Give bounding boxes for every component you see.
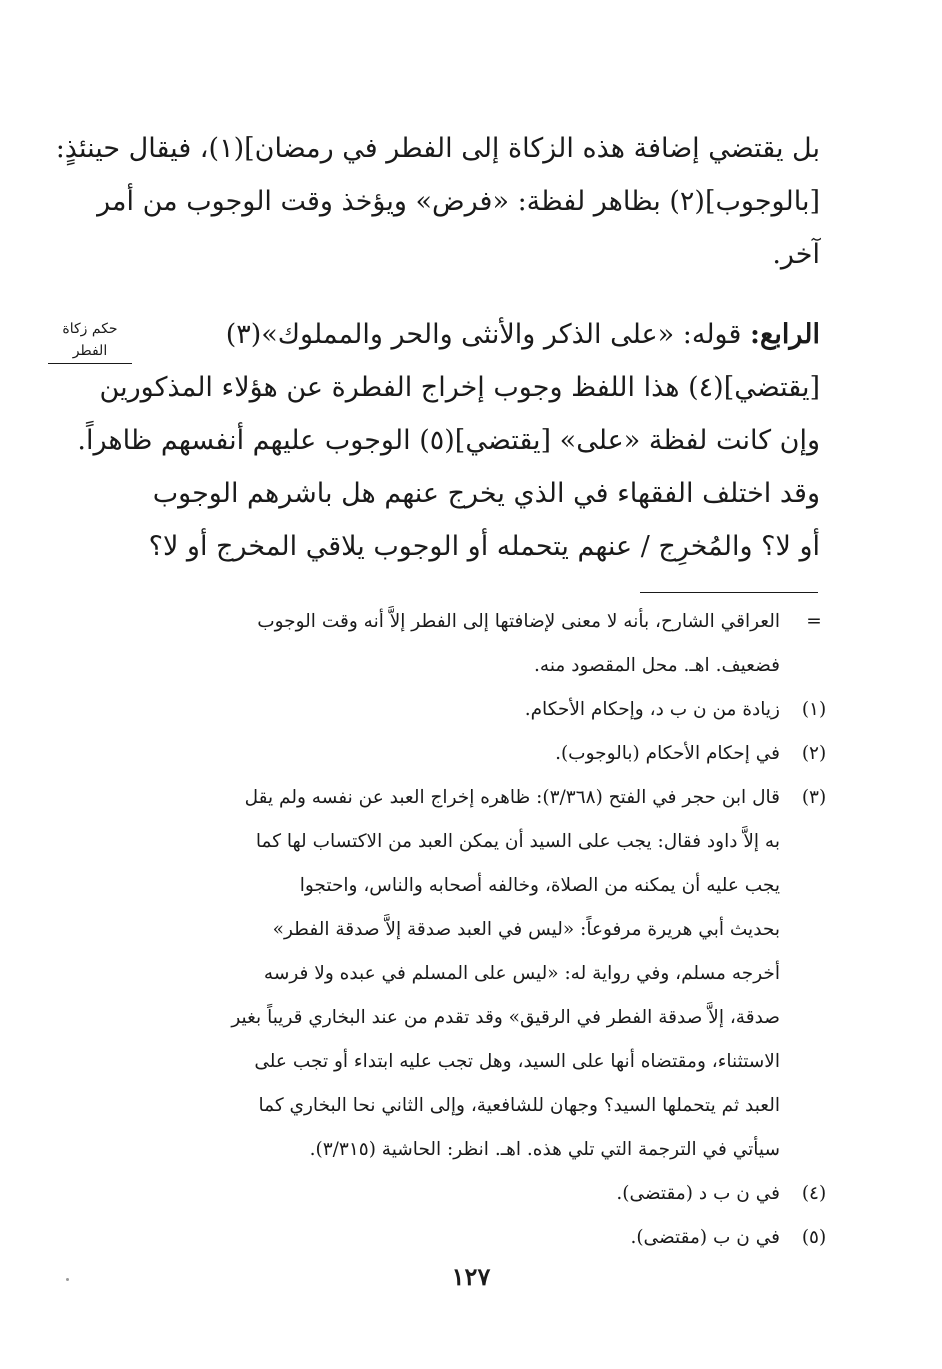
footnote-separator [640,592,818,593]
footnote-line: يجب عليه أن يمكنه من الصلاة، وخالفه أصحابه والناس، واحتجوا [299,875,780,896]
footnote-number: (٥) [801,1227,827,1248]
footnote-number: (٢) [801,743,827,764]
paragraph-line: أو لا؟ والمُخرِج / عنهم يتحمله أو الوجوب يلاقي المخرج أو لا؟ [148,531,820,562]
footnote-number: (٤) [801,1183,827,1204]
section-lead: الرابع: [750,319,820,350]
footnote-2 [146,732,836,776]
footnote-continuation [146,600,836,688]
footnote-line: في ن ب (مقتضى). [630,1227,780,1248]
footnote-4 [146,1172,836,1216]
footnote-line: قال ابن حجر في الفتح (٣/٣٦٨): ظاهره إخراج العبد عن نفسه ولم يقل [244,787,780,808]
footnote-line: في إحكام الأحكام (بالوجوب). [555,743,780,764]
footnote-line: به إلاَّ داود فقال: يجب على السيد أن يمكن العبد من الاكتساب لها كما [255,831,780,852]
margin-note-line: حكم زكاة [62,321,118,337]
paragraph-line: [يقتضي](٤) هذا اللفظ وجوب إخراج الفطرة عن هؤلاء المذكورين [99,372,820,403]
footnote-line: الاستثناء، ومقتضاه أنها على السيد، وهل تجب عليه ابتداء أو تجب على [254,1051,780,1072]
footnote-number: (١) [801,699,827,720]
scan-speck [66,1278,69,1281]
paragraph-line: آخر. [772,239,820,270]
footnote-line: أخرجه مسلم، وفي رواية له: «ليس على المسلم في عبده ولا فرسه [263,963,780,984]
footnote-1 [146,688,836,732]
margin-note [44,318,136,364]
paragraph-line: وإن كانت لفظة «على» [يقتضي](٥) الوجوب عليهم أنفسهم ظاهراً. [77,425,820,456]
footnote-line: صدقة، إلاَّ صدقة الفطر في الرقيق» وقد تقدم من عند البخاري قريباً بغير [231,1007,780,1028]
footnote-5 [146,1216,836,1260]
footnote-line: العبد ثم يتحملها السيد؟ وجهان للشافعية، وإلى الثاني نحا البخاري كما [258,1095,780,1116]
footnote-line: بحديث أبي هريرة مرفوعاً: «ليس في العبد صدقة إلاَّ صدقة الفطر» [272,919,780,940]
footnote-number: (٣) [801,787,827,808]
margin-note-line: الفطر [72,343,108,359]
continuation-marker: = [806,611,822,632]
footnotes [146,600,836,1260]
paragraph-line: بل يقتضي إضافة هذه الزكاة إلى الفطر في رمضان](١)، فيقال حينئذٍ: [55,133,820,164]
footnote-line: زيادة من ن ب د، وإحكام الأحكام. [524,699,780,720]
footnote-line: العراقي الشارح، بأنه لا معنى لإضافتها إلى الفطر إلاَّ أنه وقت الوجوب [257,611,780,632]
paragraph-line-text: قوله: «على الذكر والأنثى والحر والمملوك»(٣) [225,319,742,350]
page-number: ١٢٧ [451,1262,491,1291]
paragraph-1 [55,122,820,281]
footnote-line: فضعيف. اهـ. محل المقصود منه. [534,655,780,676]
footnote-line: سيأتي في الترجمة التي تلي هذه. اهـ. انظر: الحاشية (٣/٣١٥). [309,1139,780,1160]
footnote-3 [146,776,836,1172]
footnote-line: في ن ب د (مقتضى). [616,1183,780,1204]
paragraph-line [150,308,820,361]
paragraph-line: وقد اختلف الفقهاء في الذي يخرج عنهم هل باشرهم الوجوب [152,478,820,509]
margin-note-underline [48,363,132,364]
paragraph-line: [بالوجوب](٢) بظاهر لفظة: «فرض» ويؤخذ وقت الوجوب من أمر [97,186,820,217]
